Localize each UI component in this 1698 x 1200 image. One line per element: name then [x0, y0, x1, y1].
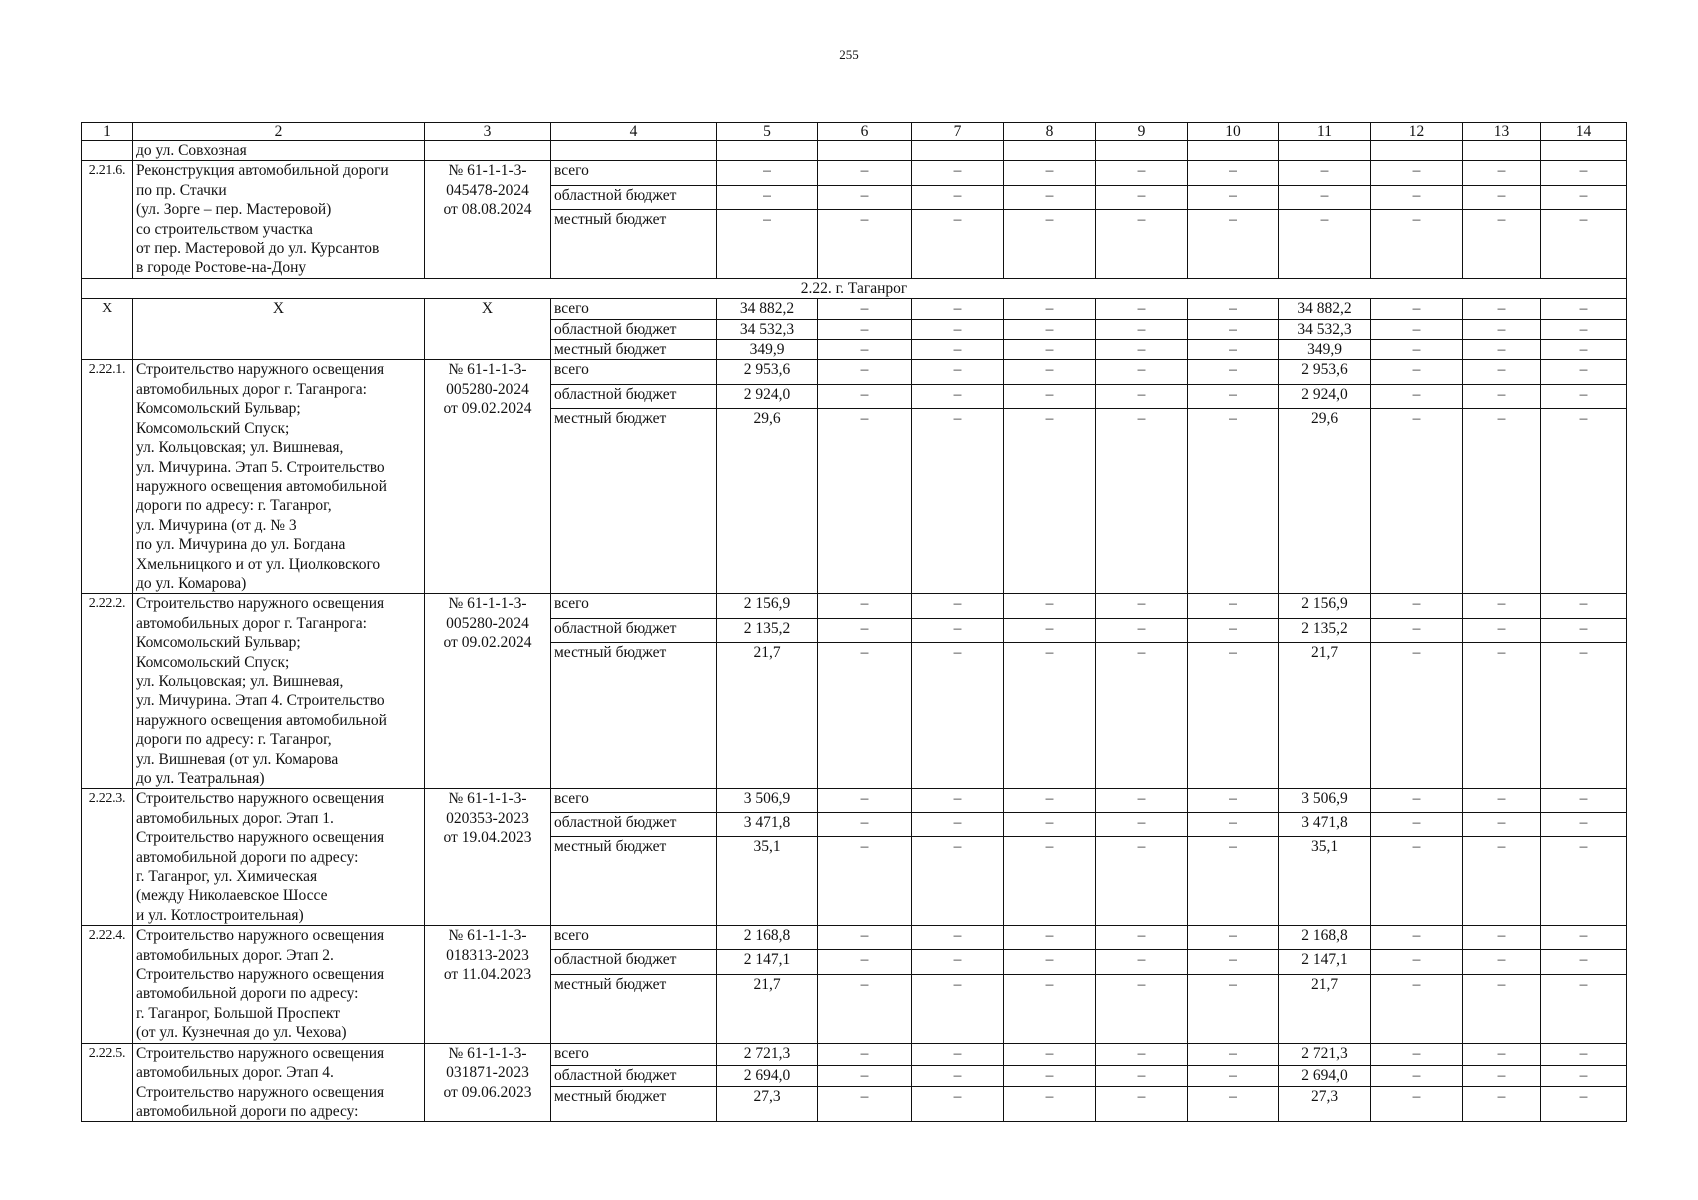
project-name: Строительство наружного освещения автомобильных дорог г. Таганрога: Комсомольский Бульвар; Комсомольский Спуск; ул. Кольцовская; ул. Вишневая, ул. Мичурина. Этап 5. Строительство наружного освещения автомобильной дороги по адресу: г. Таганрог, ул. Мичурина (от д. № 3 по ул. Мичурина до ул. Богдана Хмельницкого и от ул. Циолковского до ул. Комарова): [133, 360, 425, 594]
value-cell: 349,9: [1279, 340, 1371, 360]
value-cell: –: [1004, 594, 1096, 619]
value-cell: –: [1188, 185, 1279, 209]
value-cell: –: [1463, 813, 1541, 837]
value-cell: 2 694,0: [717, 1065, 818, 1087]
funding-source-label: всего: [551, 1043, 717, 1065]
value-cell: –: [1096, 974, 1188, 1043]
project-name: Строительство наружного освещения автомобильных дорог г. Таганрога: Комсомольский Бульвар; Комсомольский Спуск; ул. Кольцовская; ул. Вишневая, ул. Мичурина. Этап 4. Строительство наружного освещения автомобильной дороги по адресу: г. Таганрог, ул. Вишневая (от ул. Комарова до ул. Театральная): [133, 594, 425, 789]
project-name: Строительство наружного освещения автомобильных дорог. Этап 4. Строительство наружного освещения автомобильной дороги по адресу:: [133, 1043, 425, 1122]
value-cell: –: [912, 974, 1004, 1043]
value-cell: –: [1096, 1087, 1188, 1122]
table-row: [82, 594, 1627, 619]
funding-source-label: местный бюджет: [551, 209, 717, 278]
value-cell: –: [1004, 618, 1096, 643]
value-cell: –: [1463, 360, 1541, 384]
value-cell: 34 882,2: [1279, 299, 1371, 319]
value-cell: –: [1188, 594, 1279, 619]
value-cell: –: [1541, 409, 1627, 594]
table-row: [82, 161, 1627, 185]
project-name: Реконструкция автомобильной дороги по пр. Стачки (ул. Зорге – пер. Мастеровой) со строительством участка от пер. Мастеровой до ул. Курсантов в городе Ростове-на-Дону: [133, 161, 425, 278]
value-cell: –: [1371, 384, 1463, 408]
value-cell: 2 721,3: [1279, 1043, 1371, 1065]
value-cell: 2 924,0: [717, 384, 818, 408]
header-col-5: 5: [717, 123, 818, 141]
project-code: 2.22.1.: [82, 360, 133, 594]
continuation-name: до ул. Совхозная: [133, 141, 425, 161]
value-cell: –: [818, 813, 912, 837]
value-cell: –: [1541, 974, 1627, 1043]
value-cell: –: [1371, 789, 1463, 813]
value-cell: 34 882,2: [717, 299, 818, 319]
value-cell: –: [1096, 643, 1188, 789]
header-col-3: 3: [425, 123, 551, 141]
value-cell: –: [717, 185, 818, 209]
value-cell: –: [1463, 594, 1541, 619]
funding-source-label: областной бюджет: [551, 185, 717, 209]
value-cell: –: [1004, 813, 1096, 837]
project-code: 2.22.4.: [82, 926, 133, 1043]
value-cell: –: [912, 185, 1004, 209]
value-cell: 2 147,1: [717, 950, 818, 974]
value-cell: –: [1188, 384, 1279, 408]
value-cell: –: [1096, 813, 1188, 837]
value-cell: –: [1096, 594, 1188, 619]
value-cell: –: [912, 384, 1004, 408]
value-cell: –: [912, 299, 1004, 319]
funding-source-label: местный бюджет: [551, 837, 717, 926]
value-cell: –: [1004, 643, 1096, 789]
total-document-x: Х: [425, 299, 551, 360]
value-cell: –: [818, 643, 912, 789]
funding-source-label: областной бюджет: [551, 950, 717, 974]
value-cell: –: [1541, 1065, 1627, 1087]
value-cell: –: [1096, 618, 1188, 643]
value-cell: –: [1004, 319, 1096, 339]
value-cell: –: [1004, 384, 1096, 408]
value-cell: –: [1371, 299, 1463, 319]
value-cell: –: [818, 340, 912, 360]
value-cell: –: [1463, 299, 1541, 319]
value-cell: 21,7: [1279, 974, 1371, 1043]
funding-source-label: областной бюджет: [551, 384, 717, 408]
value-cell: –: [1463, 209, 1541, 278]
value-cell: 2 168,8: [717, 926, 818, 950]
project-code: 2.22.2.: [82, 594, 133, 789]
funding-source-label: всего: [551, 299, 717, 319]
value-cell: –: [1004, 409, 1096, 594]
value-cell: –: [1463, 926, 1541, 950]
value-cell: 2 135,2: [717, 618, 818, 643]
value-cell: –: [1188, 950, 1279, 974]
value-cell: 27,3: [1279, 1087, 1371, 1122]
value-cell: –: [1541, 926, 1627, 950]
project-document: № 61-1-1-3- 018313-2023 от 11.04.2023: [425, 926, 551, 1043]
funding-source-label: всего: [551, 360, 717, 384]
value-cell: –: [1463, 161, 1541, 185]
value-cell: –: [1004, 974, 1096, 1043]
value-cell: –: [1188, 360, 1279, 384]
header-col-1: 1: [82, 123, 133, 141]
total-name-x: Х: [133, 299, 425, 360]
value-cell: –: [1541, 789, 1627, 813]
value-cell: 21,7: [1279, 643, 1371, 789]
value-cell: –: [1004, 837, 1096, 926]
value-cell: –: [1188, 813, 1279, 837]
value-cell: 2 135,2: [1279, 618, 1371, 643]
value-cell: –: [1096, 299, 1188, 319]
value-cell: –: [1004, 185, 1096, 209]
header-col-11: 11: [1279, 123, 1371, 141]
value-cell: –: [818, 360, 912, 384]
value-cell: –: [1188, 340, 1279, 360]
value-cell: –: [1279, 161, 1371, 185]
value-cell: –: [1371, 209, 1463, 278]
value-cell: –: [912, 161, 1004, 185]
value-cell: –: [1371, 161, 1463, 185]
project-document: № 61-1-1-3- 045478-2024 от 08.08.2024: [425, 161, 551, 278]
header-col-12: 12: [1371, 123, 1463, 141]
value-cell: –: [818, 837, 912, 926]
value-cell: –: [912, 1065, 1004, 1087]
header-col-8: 8: [1004, 123, 1096, 141]
value-cell: –: [912, 340, 1004, 360]
value-cell: –: [818, 789, 912, 813]
value-cell: –: [1541, 299, 1627, 319]
value-cell: 35,1: [717, 837, 818, 926]
header-col-14: 14: [1541, 123, 1627, 141]
value-cell: –: [1096, 950, 1188, 974]
table-row: [82, 789, 1627, 813]
value-cell: –: [912, 643, 1004, 789]
value-cell: –: [1463, 789, 1541, 813]
value-cell: –: [818, 974, 912, 1043]
value-cell: –: [1004, 926, 1096, 950]
value-cell: –: [912, 319, 1004, 339]
value-cell: –: [818, 594, 912, 619]
section-title: 2.22. г. Таганрог: [82, 278, 1627, 298]
value-cell: 2 147,1: [1279, 950, 1371, 974]
value-cell: –: [1371, 813, 1463, 837]
value-cell: –: [1541, 340, 1627, 360]
value-cell: –: [1004, 161, 1096, 185]
value-cell: –: [1004, 1065, 1096, 1087]
value-cell: –: [912, 813, 1004, 837]
value-cell: –: [1463, 1043, 1541, 1065]
value-cell: –: [912, 950, 1004, 974]
value-cell: –: [818, 409, 912, 594]
value-cell: 349,9: [717, 340, 818, 360]
funding-source-label: местный бюджет: [551, 643, 717, 789]
value-cell: –: [1371, 1065, 1463, 1087]
value-cell: –: [1463, 618, 1541, 643]
section-total-row: [82, 299, 1627, 319]
header-col-4: 4: [551, 123, 717, 141]
value-cell: –: [1188, 618, 1279, 643]
budget-table: [81, 122, 1627, 1122]
value-cell: –: [1096, 319, 1188, 339]
value-cell: 2 924,0: [1279, 384, 1371, 408]
value-cell: –: [1188, 409, 1279, 594]
value-cell: –: [1371, 618, 1463, 643]
section-row: [82, 278, 1627, 298]
value-cell: –: [1188, 926, 1279, 950]
value-cell: –: [1004, 340, 1096, 360]
value-cell: –: [818, 926, 912, 950]
value-cell: –: [1463, 384, 1541, 408]
value-cell: –: [1371, 409, 1463, 594]
header-col-7: 7: [912, 123, 1004, 141]
value-cell: –: [1279, 209, 1371, 278]
value-cell: –: [818, 1065, 912, 1087]
value-cell: –: [912, 209, 1004, 278]
value-cell: –: [818, 1043, 912, 1065]
value-cell: –: [1188, 643, 1279, 789]
value-cell: –: [1096, 1065, 1188, 1087]
value-cell: –: [1371, 643, 1463, 789]
value-cell: –: [1541, 643, 1627, 789]
value-cell: –: [1371, 974, 1463, 1043]
funding-source-label: областной бюджет: [551, 319, 717, 339]
value-cell: –: [1463, 185, 1541, 209]
value-cell: 2 953,6: [1279, 360, 1371, 384]
project-name: Строительство наружного освещения автомобильных дорог. Этап 1. Строительство наружного освещения автомобильной дороги по адресу: г. Таганрог, ул. Химическая (между Николаевское Шоссе и ул. Котлостроительная): [133, 789, 425, 926]
value-cell: –: [1463, 974, 1541, 1043]
value-cell: 29,6: [717, 409, 818, 594]
value-cell: –: [1541, 1087, 1627, 1122]
value-cell: 2 168,8: [1279, 926, 1371, 950]
value-cell: 3 471,8: [717, 813, 818, 837]
value-cell: –: [1188, 974, 1279, 1043]
value-cell: –: [1188, 837, 1279, 926]
value-cell: –: [1371, 185, 1463, 209]
value-cell: –: [818, 185, 912, 209]
value-cell: –: [912, 837, 1004, 926]
value-cell: –: [1541, 319, 1627, 339]
value-cell: –: [1463, 409, 1541, 594]
project-document: № 61-1-1-3- 005280-2024 от 09.02.2024: [425, 594, 551, 789]
value-cell: –: [1096, 340, 1188, 360]
value-cell: –: [818, 161, 912, 185]
value-cell: –: [818, 209, 912, 278]
value-cell: –: [1188, 1087, 1279, 1122]
funding-source-label: местный бюджет: [551, 409, 717, 594]
value-cell: –: [1004, 950, 1096, 974]
funding-source-label: местный бюджет: [551, 1087, 717, 1122]
value-cell: –: [1541, 594, 1627, 619]
value-cell: –: [818, 319, 912, 339]
value-cell: –: [1096, 926, 1188, 950]
value-cell: –: [1004, 360, 1096, 384]
value-cell: 34 532,3: [1279, 319, 1371, 339]
value-cell: –: [1096, 789, 1188, 813]
value-cell: –: [1541, 618, 1627, 643]
value-cell: –: [1004, 789, 1096, 813]
value-cell: 21,7: [717, 974, 818, 1043]
value-cell: –: [1188, 1043, 1279, 1065]
value-cell: –: [912, 409, 1004, 594]
value-cell: –: [1188, 209, 1279, 278]
funding-source-label: всего: [551, 161, 717, 185]
value-cell: –: [1004, 299, 1096, 319]
continuation-row: [82, 141, 1627, 161]
value-cell: –: [1541, 837, 1627, 926]
value-cell: –: [717, 209, 818, 278]
value-cell: 29,6: [1279, 409, 1371, 594]
value-cell: –: [1004, 1087, 1096, 1122]
value-cell: 2 156,9: [1279, 594, 1371, 619]
value-cell: 2 694,0: [1279, 1065, 1371, 1087]
page-number: 255: [839, 47, 859, 62]
funding-source-label: областной бюджет: [551, 813, 717, 837]
value-cell: 3 506,9: [1279, 789, 1371, 813]
value-cell: –: [912, 618, 1004, 643]
funding-source-label: областной бюджет: [551, 618, 717, 643]
value-cell: –: [1004, 209, 1096, 278]
value-cell: 21,7: [717, 643, 818, 789]
total-code-x: Х: [82, 299, 133, 360]
value-cell: –: [1463, 1087, 1541, 1122]
value-cell: –: [1541, 950, 1627, 974]
project-name: Строительство наружного освещения автомобильных дорог. Этап 2. Строительство наружного освещения автомобильной дороги по адресу: г. Таганрог, Большой Проспект (от ул. Кузнечная до ул. Чехова): [133, 926, 425, 1043]
value-cell: –: [1541, 185, 1627, 209]
value-cell: –: [1371, 319, 1463, 339]
value-cell: –: [1371, 837, 1463, 926]
value-cell: –: [1463, 950, 1541, 974]
value-cell: –: [1371, 360, 1463, 384]
value-cell: –: [912, 789, 1004, 813]
value-cell: 3 471,8: [1279, 813, 1371, 837]
value-cell: –: [818, 618, 912, 643]
funding-source-label: местный бюджет: [551, 974, 717, 1043]
value-cell: –: [1279, 185, 1371, 209]
funding-source-label: всего: [551, 594, 717, 619]
header-col-6: 6: [818, 123, 912, 141]
value-cell: –: [1188, 299, 1279, 319]
value-cell: –: [1188, 1065, 1279, 1087]
value-cell: –: [912, 360, 1004, 384]
value-cell: 34 532,3: [717, 319, 818, 339]
funding-source-label: всего: [551, 926, 717, 950]
value-cell: –: [1541, 209, 1627, 278]
header-col-10: 10: [1188, 123, 1279, 141]
project-document: № 61-1-1-3- 020353-2023 от 19.04.2023: [425, 789, 551, 926]
value-cell: –: [912, 1087, 1004, 1122]
project-code: 2.22.3.: [82, 789, 133, 926]
header-col-13: 13: [1463, 123, 1541, 141]
value-cell: –: [1096, 1043, 1188, 1065]
table-row: [82, 926, 1627, 950]
value-cell: –: [1004, 1043, 1096, 1065]
value-cell: –: [1096, 837, 1188, 926]
funding-source-label: местный бюджет: [551, 340, 717, 360]
value-cell: –: [1463, 643, 1541, 789]
value-cell: –: [1188, 319, 1279, 339]
value-cell: 2 721,3: [717, 1043, 818, 1065]
project-code: 2.22.5.: [82, 1043, 133, 1122]
funding-source-label: областной бюджет: [551, 1065, 717, 1087]
value-cell: –: [1096, 384, 1188, 408]
value-cell: 35,1: [1279, 837, 1371, 926]
value-cell: –: [1371, 950, 1463, 974]
value-cell: –: [912, 594, 1004, 619]
value-cell: –: [1371, 594, 1463, 619]
value-cell: –: [818, 950, 912, 974]
table-row: [82, 1043, 1627, 1065]
continuation-code: [82, 141, 133, 161]
value-cell: –: [818, 299, 912, 319]
header-col-9: 9: [1096, 123, 1188, 141]
value-cell: –: [1371, 1043, 1463, 1065]
value-cell: –: [1463, 1065, 1541, 1087]
value-cell: –: [1371, 926, 1463, 950]
value-cell: –: [717, 161, 818, 185]
project-document: № 61-1-1-3- 031871-2023 от 09.06.2023: [425, 1043, 551, 1122]
value-cell: 2 953,6: [717, 360, 818, 384]
value-cell: 2 156,9: [717, 594, 818, 619]
value-cell: –: [1371, 1087, 1463, 1122]
value-cell: –: [1096, 409, 1188, 594]
value-cell: –: [1541, 360, 1627, 384]
value-cell: –: [1188, 789, 1279, 813]
column-number-header: [82, 123, 1627, 141]
value-cell: –: [1541, 161, 1627, 185]
value-cell: 27,3: [717, 1087, 818, 1122]
value-cell: –: [1463, 340, 1541, 360]
value-cell: –: [1188, 161, 1279, 185]
value-cell: –: [1096, 161, 1188, 185]
value-cell: –: [1541, 813, 1627, 837]
value-cell: –: [1541, 1043, 1627, 1065]
value-cell: –: [1371, 340, 1463, 360]
value-cell: –: [1096, 360, 1188, 384]
project-code: 2.21.6.: [82, 161, 133, 278]
value-cell: –: [912, 1043, 1004, 1065]
value-cell: 3 506,9: [717, 789, 818, 813]
project-document: № 61-1-1-3- 005280-2024 от 09.02.2024: [425, 360, 551, 594]
value-cell: –: [1541, 384, 1627, 408]
value-cell: –: [1463, 837, 1541, 926]
value-cell: –: [818, 384, 912, 408]
table-row: [82, 360, 1627, 384]
value-cell: –: [1096, 209, 1188, 278]
value-cell: –: [1096, 185, 1188, 209]
value-cell: –: [912, 926, 1004, 950]
funding-source-label: всего: [551, 789, 717, 813]
value-cell: –: [1463, 319, 1541, 339]
value-cell: –: [818, 1087, 912, 1122]
header-col-2: 2: [133, 123, 425, 141]
